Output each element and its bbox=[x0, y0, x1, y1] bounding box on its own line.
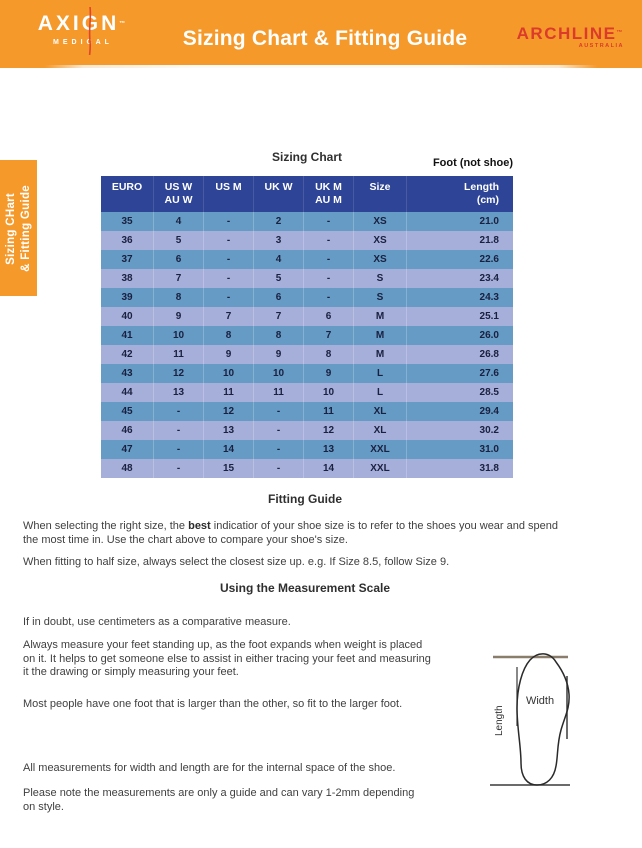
table-cell: - bbox=[153, 402, 203, 421]
measurement-paragraph-1 bbox=[23, 616, 291, 630]
table-row bbox=[101, 326, 513, 345]
table-cell: - bbox=[303, 269, 353, 288]
paragraph-line: it the drawing or simply measuring your feet. bbox=[23, 666, 239, 678]
table-cell: 9 bbox=[253, 345, 303, 364]
table-cell: XS bbox=[353, 250, 406, 269]
table-cell: 14 bbox=[203, 440, 253, 459]
table-cell: 26.8 bbox=[406, 345, 513, 364]
table-row bbox=[101, 421, 513, 440]
paragraph-line: When fitting to half size, always select the closest size up. e.g. If Size 8.5, follow Size 9. bbox=[23, 556, 450, 568]
page-title: Sizing Chart & Fitting Guide bbox=[182, 27, 468, 50]
table-cell: - bbox=[153, 440, 203, 459]
table-cell: 8 bbox=[153, 288, 203, 307]
table-cell: 37 bbox=[121, 254, 133, 265]
paragraph-line: Please note the measurements are only a guide and can vary 1-2mm depending bbox=[23, 787, 415, 799]
col-header-euro: EURO bbox=[111, 181, 143, 193]
table-cell: 21.8 bbox=[406, 231, 513, 250]
sizing-chart-title: Sizing Chart bbox=[271, 150, 342, 164]
table-cell: XXL bbox=[353, 440, 406, 459]
table-row bbox=[101, 269, 513, 288]
col-header-length: Length (cm) bbox=[406, 176, 513, 212]
col-header-uk-w: UK W bbox=[253, 176, 303, 212]
table-cell: - bbox=[253, 459, 303, 478]
measurement-paragraph-4 bbox=[23, 762, 395, 776]
table-cell: 47 bbox=[121, 444, 133, 455]
table-cell: 9 bbox=[303, 364, 353, 383]
table-cell: 25.1 bbox=[406, 307, 513, 326]
table-cell: 6 bbox=[153, 250, 203, 269]
table-cell: L bbox=[353, 364, 406, 383]
table-cell: 31.0 bbox=[406, 440, 513, 459]
fitting-guide-paragraph-2 bbox=[23, 556, 449, 570]
paragraph-line: All measurements for width and length are for the internal space of the shoe. bbox=[23, 762, 396, 774]
table-row bbox=[101, 250, 513, 269]
table-cell: 13 bbox=[203, 421, 253, 440]
table-cell: 9 bbox=[203, 345, 253, 364]
table-cell: 45 bbox=[121, 406, 133, 417]
table-cell: M bbox=[353, 345, 406, 364]
paragraph-line: Always measure your feet standing up, as the foot expands when weight is placed bbox=[23, 639, 423, 651]
table-cell: 7 bbox=[203, 307, 253, 326]
table-cell: 3 bbox=[253, 231, 303, 250]
banner-divider bbox=[0, 65, 642, 68]
table-cell: 28.5 bbox=[406, 383, 513, 402]
table-cell: - bbox=[153, 421, 203, 440]
axign-name: AXIGN bbox=[37, 12, 120, 35]
sizing-table bbox=[101, 176, 513, 478]
table-cell: XL bbox=[353, 402, 406, 421]
measurement-paragraph-5 bbox=[23, 787, 414, 814]
table-cell: 43 bbox=[121, 368, 133, 379]
table-cell: - bbox=[303, 231, 353, 250]
table-cell: 27.6 bbox=[406, 364, 513, 383]
table-cell: 13 bbox=[153, 383, 203, 402]
table-body bbox=[101, 212, 513, 478]
paragraph-line: on it. It helps to get someone else to assist in either tracing your feet and measuring bbox=[23, 652, 431, 665]
table-cell: 48 bbox=[121, 463, 133, 474]
table-cell: 24.3 bbox=[406, 288, 513, 307]
table-cell: 22.6 bbox=[406, 250, 513, 269]
table-row bbox=[101, 288, 513, 307]
table-cell: 31.8 bbox=[406, 459, 513, 478]
table-cell: M bbox=[353, 307, 406, 326]
table-row bbox=[101, 402, 513, 421]
table-cell: - bbox=[303, 288, 353, 307]
table-cell: - bbox=[303, 212, 353, 231]
measurement-heading: Using the Measurement Scale bbox=[219, 581, 391, 595]
table-row bbox=[101, 364, 513, 383]
foot-outline bbox=[517, 654, 569, 785]
paragraph-line: If in doubt, use centimeters as a comparative measure. bbox=[23, 616, 291, 628]
table-cell: - bbox=[253, 421, 303, 440]
table-cell: 39 bbox=[121, 292, 133, 303]
axign-logo bbox=[28, 11, 138, 46]
table-cell: 40 bbox=[121, 311, 133, 322]
table-cell: 15 bbox=[203, 459, 253, 478]
table-cell: 5 bbox=[253, 269, 303, 288]
foot-measurement-diagram bbox=[488, 646, 603, 798]
table-cell: L bbox=[353, 383, 406, 402]
table-cell: - bbox=[203, 269, 253, 288]
table-cell: - bbox=[253, 440, 303, 459]
table-row bbox=[101, 459, 513, 478]
table-cell: - bbox=[153, 459, 203, 478]
table-cell: XS bbox=[353, 231, 406, 250]
table-row bbox=[101, 383, 513, 402]
table-cell: 4 bbox=[253, 250, 303, 269]
col-header-size: Size bbox=[353, 176, 406, 212]
table-cell: XS bbox=[353, 212, 406, 231]
axign-tm: ™ bbox=[119, 21, 129, 27]
table-cell: 23.4 bbox=[406, 269, 513, 288]
table-cell: 9 bbox=[153, 307, 203, 326]
archline-name: ARCHLINE bbox=[516, 24, 617, 43]
table-row bbox=[101, 440, 513, 459]
table-cell: 11 bbox=[203, 383, 253, 402]
axign-sub: MEDICAL bbox=[53, 39, 113, 46]
table-cell: 10 bbox=[203, 364, 253, 383]
table-cell: XXL bbox=[353, 459, 406, 478]
col-header-us-w: US W AU W bbox=[153, 176, 203, 212]
table-cell: 7 bbox=[303, 326, 353, 345]
table-cell: M bbox=[353, 326, 406, 345]
table-cell: 11 bbox=[303, 402, 353, 421]
table-cell: 10 bbox=[153, 326, 203, 345]
table-cell: 35 bbox=[121, 216, 133, 227]
archline-logo-text bbox=[504, 24, 624, 43]
table-row bbox=[101, 231, 513, 250]
axign-logo-text bbox=[28, 11, 138, 37]
paragraph-line: on style. bbox=[23, 800, 64, 813]
side-tab-line2: & Fitting Guide bbox=[19, 184, 32, 272]
table-cell: S bbox=[353, 269, 406, 288]
table-cell: - bbox=[203, 212, 253, 231]
table-cell: - bbox=[253, 402, 303, 421]
table-cell: XL bbox=[353, 421, 406, 440]
side-tab-sizing-chart bbox=[0, 160, 37, 296]
width-label: Width bbox=[525, 695, 555, 707]
table-cell: 12 bbox=[153, 364, 203, 383]
table-cell: 46 bbox=[121, 425, 133, 436]
measurement-paragraph-3 bbox=[23, 698, 402, 712]
table-cell: 42 bbox=[121, 349, 133, 360]
table-cell: 4 bbox=[153, 212, 203, 231]
header-banner bbox=[0, 0, 642, 65]
col-header-uk-m: UK M AU M bbox=[303, 176, 353, 212]
side-tab-label bbox=[4, 185, 34, 272]
table-cell: 8 bbox=[303, 345, 353, 364]
measurement-paragraph-2 bbox=[23, 639, 431, 680]
table-cell: 21.0 bbox=[406, 212, 513, 231]
table-cell: - bbox=[203, 250, 253, 269]
archline-sub: AUSTRALIA bbox=[578, 43, 624, 49]
table-cell: 5 bbox=[153, 231, 203, 250]
paragraph-line: Most people have one foot that is larger than the other, so fit to the larger foot. bbox=[23, 698, 403, 710]
archline-tm: ™ bbox=[616, 30, 624, 36]
side-tab-line1: Sizing CHart bbox=[4, 192, 17, 264]
table-cell: 12 bbox=[303, 421, 353, 440]
fitting-guide-heading: Fitting Guide bbox=[268, 492, 342, 506]
table-cell: 13 bbox=[303, 440, 353, 459]
fitting-guide-paragraph-1 bbox=[23, 520, 558, 547]
table-cell: 8 bbox=[253, 326, 303, 345]
table-cell: 29.4 bbox=[406, 402, 513, 421]
table-cell: 11 bbox=[153, 345, 203, 364]
archline-logo bbox=[504, 24, 624, 49]
table-cell: 6 bbox=[303, 307, 353, 326]
table-cell: 7 bbox=[253, 307, 303, 326]
table-row bbox=[101, 212, 513, 231]
table-row bbox=[101, 345, 513, 364]
table-row bbox=[101, 307, 513, 326]
paragraph-line: When selecting the right size, the best indicatior of your shoe size is to refer to the shoes you wear and spend bbox=[23, 520, 559, 532]
table-cell: S bbox=[353, 288, 406, 307]
table-cell: 8 bbox=[203, 326, 253, 345]
table-cell: 38 bbox=[121, 273, 133, 284]
table-cell: 14 bbox=[303, 459, 353, 478]
table-cell: 7 bbox=[153, 269, 203, 288]
table-cell: 44 bbox=[121, 387, 133, 398]
table-cell: 12 bbox=[203, 402, 253, 421]
table-header-row bbox=[101, 176, 513, 212]
table-cell: - bbox=[203, 288, 253, 307]
table-cell: 10 bbox=[253, 364, 303, 383]
col-header-us-m: US M bbox=[203, 176, 253, 212]
table-cell: 11 bbox=[253, 383, 303, 402]
table-cell: - bbox=[303, 250, 353, 269]
table-cell: 26.0 bbox=[406, 326, 513, 345]
foot-not-shoe-label: Foot (not shoe) bbox=[432, 157, 513, 169]
table-cell: - bbox=[203, 231, 253, 250]
table-cell: 6 bbox=[253, 288, 303, 307]
length-label: Length bbox=[494, 705, 505, 736]
table-cell: 41 bbox=[121, 330, 133, 341]
paragraph-line: the most time in. Use the chart above to compare your shoe's size. bbox=[23, 533, 348, 546]
table-cell: 30.2 bbox=[406, 421, 513, 440]
axign-squiggle-icon bbox=[87, 7, 93, 55]
table-cell: 10 bbox=[303, 383, 353, 402]
table-cell: 2 bbox=[253, 212, 303, 231]
table-cell: 36 bbox=[121, 235, 133, 246]
